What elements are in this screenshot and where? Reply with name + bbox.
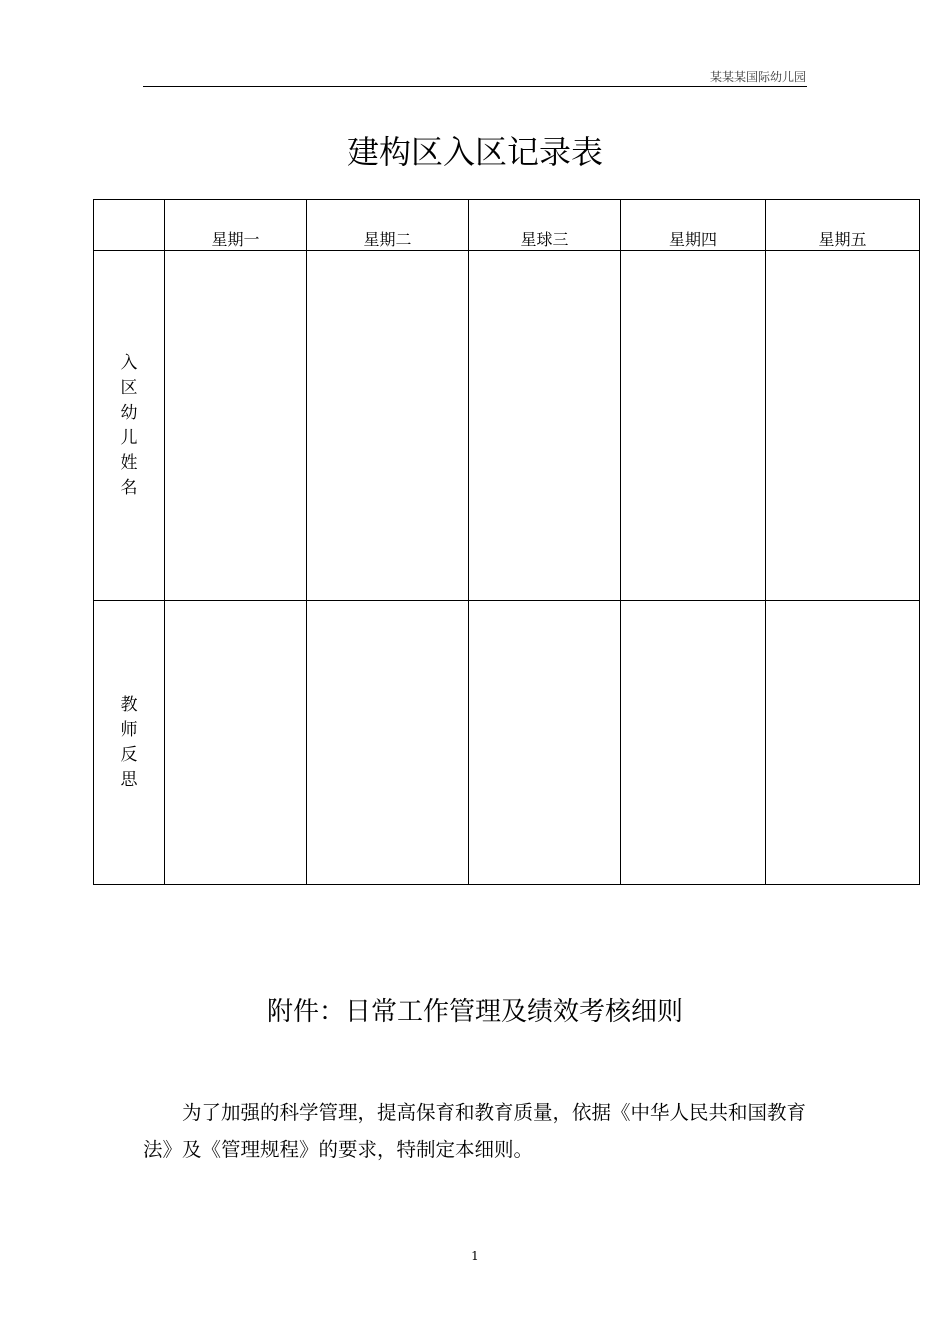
- table-cell[interactable]: [469, 251, 621, 601]
- table-cell[interactable]: [621, 601, 766, 885]
- record-table-title: 建构区入区记录表: [346, 133, 603, 171]
- table-cell[interactable]: [766, 601, 920, 885]
- page-number: 1: [471, 1249, 479, 1263]
- table-cell[interactable]: [307, 251, 469, 601]
- appendix-title: 附件：日常工作管理及绩效考核细则: [266, 997, 683, 1027]
- row-label-teacher-reflection-text: 教师反思: [120, 694, 138, 790]
- table-cell[interactable]: [165, 251, 307, 601]
- row-label-children-names: [94, 251, 165, 601]
- row-label-children-names-text: 入区幼儿姓名: [120, 352, 138, 498]
- header-org-name: 某某某国际幼儿园: [709, 70, 806, 84]
- table-corner-cell: [94, 200, 165, 251]
- table-cell[interactable]: [165, 601, 307, 885]
- day-header-thursday: 星期四: [621, 200, 766, 251]
- day-header-monday: 星期一: [165, 200, 307, 251]
- table-cell[interactable]: [766, 251, 920, 601]
- table-cell[interactable]: [621, 251, 766, 601]
- header-rule: [143, 86, 807, 87]
- table-row-children-names: [94, 251, 920, 601]
- appendix-paragraph: 为了加强的科学管理，提高保育和教育质量，依据《中华人民共和国教育法》及《管理规程》的要求，特制定本细则。: [143, 1101, 807, 1161]
- table-cell[interactable]: [307, 601, 469, 885]
- row-label-teacher-reflection: [94, 601, 165, 885]
- table-row-teacher-reflection: [94, 601, 920, 885]
- day-header-friday: 星期五: [766, 200, 920, 251]
- table-cell[interactable]: [469, 601, 621, 885]
- day-header-tuesday: 星期二: [307, 200, 469, 251]
- day-header-wednesday: 星球三: [469, 200, 621, 251]
- record-table: [93, 199, 920, 885]
- table-header-row: [94, 200, 920, 251]
